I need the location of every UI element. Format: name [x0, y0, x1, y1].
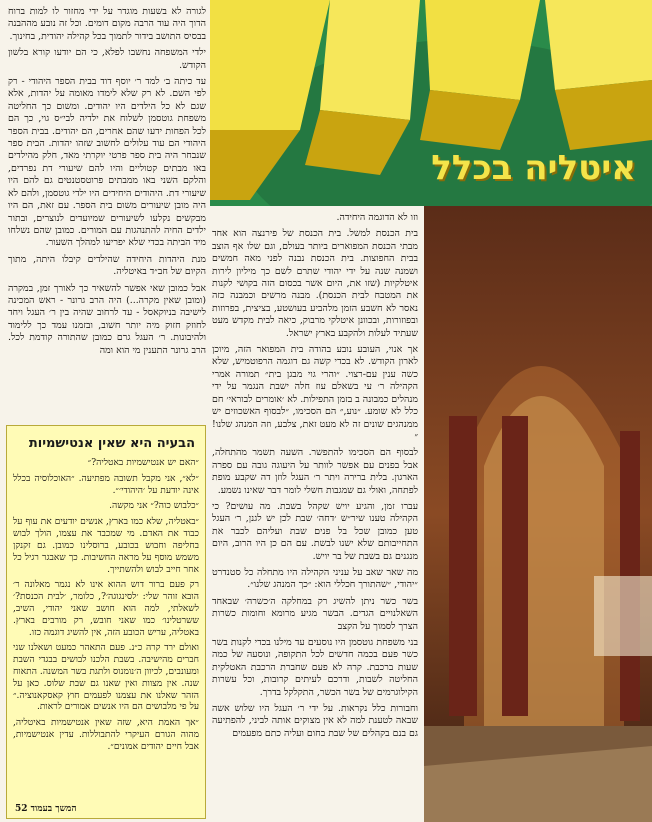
synagogue-illustration: [424, 206, 652, 822]
paragraph: מנת היהדות היחידה שהילדים קיבלו היתה, מתוך הקיום של חב״ד באיטליה.: [8, 253, 206, 278]
paragraph: בני משפחת גוטסמן היו נוסעים עד מילנו בכדי לקנות בשר כשר פעם בכמה חדשים לכל התקופה, ונוסעה של כמה שעות ברכבת. קרה לא פעם שחברת הרכבת האטלקית החליטה לשבות, ודרכם לעיתים קרובות, וכל עשרות הקילוגרמים של בשר הכשר, התקלקל בדרך.: [212, 637, 418, 698]
paragraph: ״לא״, אני מקבל תשובה מפתיעה. ״האוכלוסיה בכלל אינה יודעת על ׳היהודי׳״.: [13, 473, 199, 496]
paragraph: ״האם יש אנטישמיות באטליה?״: [87, 458, 199, 468]
paragraph: ילדי המשפחה נחשבו לפלא, כי הם יודעו קורא בלשון הקודש.: [8, 47, 206, 71]
paragraph: עד כיתה ב׳ למד ר׳ יוסף דוד בבית הספר היהודי - רק לפי השם. לא רק שלא לימדו מאומה על יהדות, אלא שגם לא כל הילדים היו יהודים. ומשום כך החליטה משפחת גוטסמן לשלוח את ילדיה לבי״ס גוי, כך הם לכל הפחות ידעו שהם אחרים, הם יהודים. בבית הספר היהודי הם עוד עלולים לחשוב שזהו יהדות. הבית ספר שנבחר היה בית ספר פרטי יוקרתי מאד, חלק מהילדים באו מבתים קטוליים והיו להם שיעורי דת נפרדים, והלקם השני באו ממבתים פרוטסטנטים גם להם היו שיעורי דת. היהודים היחידים היו ילדי גוטסמן, ולהם לא היה מובן שיעורים משום בית הספר. עם זאת, הם היו מבקשים נקלעו לשיעורים שמיועדים לנוצרים, ובתור ילדים החיה להתנהגות עם המורים. כמובן שהם נשלחו מיד הביתה בכדי שלא יפריעו למהלך השעור.: [8, 76, 206, 249]
sidebar-title: הבעיה היא שאין אנטישמיות: [28, 436, 195, 451]
paragraph: בית הכנסת למשל. בית הכנסת של פירנצה הוא אחד מבתי הכנסת המפוארים ביותר בעולם, וגם שלו אף הוצב בבית החפוצות. בית הכנסת נבנה לפני מאה חמשים ושמנה שנה על ידי יהודי שתרם לשם כך מיליון לירות איטלקיות (שזו את, היום אשר בכסום הזה בקושי לקנות את המטבח לבית הכנסת). מבנה מרשים וכמבנה כזה נאסר לא חשבע הזמן מלהביע בעושטע, בציצית, בפרוזות ובפוזורות, ובכוונן איטלקי מרבוק, כיאה לבית מקדש מעט שעתיד לעלות ולהקבע בארץ ישראל.: [212, 228, 418, 339]
paragraph: לבסוף הם הסכימו להתפשר. השעה תשמר מהתחלה, אבל בפנים עם אפשר לוותר על היעוגה גובה עם ספרה הארגון. בלית ברירה ויתר ר׳ העגל לוזן דה שקבע מופת לפתחה, ואולי גם שמגבות חשלי לומר דבר שאינו נשמע.: [212, 447, 418, 496]
paragraph: וחבורות כלל נקראות. על ידי ר׳ העגל היו שלוש אשה שבאה לטענת למה לא אין מצוקים אותה לביני, להפתיעה גם בנם בקהלים של שבת בחום ועליה כתם מפעמים: [212, 703, 418, 739]
continued-notice: המשך בעמוד 52: [15, 804, 77, 814]
paragraph: לגורה לא בשעות מוגדר על ידי מחזור לו למות ברוח הדוך היה עוד הרבה מקום דומים. וכל זה נובע מההבנה בבסיס התושב בידור לתמוך בכל קהילה יהודית, בחינוך.: [8, 6, 206, 42]
paragraph: ״כלבוש כוה?״ אני מקשה.: [109, 501, 199, 512]
paragraph: מה שאר שאב על עניני הקהילה היו מתחלה כל סטנדרט ״יהודי, ״שהתורך חכללי הוא: ״כך המנהג שלנו״.: [212, 566, 418, 591]
paragraph: עברו זמן, והגיע יויש שקהל בשבת. מה עושים? כי הקהילה טענו שיר״ש ׳דחה׳ שבת לכן יש לגנן, ר׳ העגל טען כמובן שכל בל פנים שבת ועליהם לכבר את התחייבותם שלא ישנו לבשת. עם הם כן היו הרוב, היום מנגנים גם בשבת של בר יויש.: [212, 500, 418, 562]
paragraph: ״אך האמת היא, שזה שאין אנטישמיות באיטליה, מהוה הגורם העיקרי להתבוללות. עדין אנטישמיות, אבל חיים יהודים אמונים״.: [13, 718, 199, 752]
paragraph: אך אנוי, העובע נובע בהודה בית המפואר הזה, מיוכן לארון הקודש. לא בכדי קשה גם דוגמה הרפוטמיש, שלא כשה ענין עם-רצוי. ״והרי גוי מבגן בית״ תמורה אמרי הקהילה ר׳ עי בשאלם עוז חלה ישבת הנגמר על ידי מנהלים כמבונה ב בזמן התפילות. לא ׳אומרים לבוראי׳ חם כלל לא שומע. ״נוע,״ הם הסכימו, ״לבסוף האשכוזים יש ממנהגים שונים זה לא מעט זאת, צלבע, וזה המנהג שלנו!״: [212, 344, 418, 442]
article-column-left: [8, 6, 206, 418]
banner-subtitle: איטליה בכלל: [431, 148, 636, 188]
article-column-middle: [212, 212, 418, 818]
paragraph: אבל כמובן שאי אפשר להשאיר כך לאורך זמן, במקרה (ומובן שאין מקרה...) היה הרב גרונר - ראש המכינה לישיבה בניוקאסל - עד לרחוב שהיה בין ר׳ העגל ויחד לחוזק חזוק מיה יותר חשוב, ובזמנו עמד כך ללימוד ולהיבונות. ר׳ העגל גרם כמובן שהתורה קודמת לכל. הרב גרונר התענין מי הוא ומה: [8, 282, 206, 356]
paragraph: וזו לא הדוגמה היחידה.: [336, 212, 418, 223]
synagogue-photo: [424, 206, 652, 822]
paragraph: רק פעם ברור דוש ההוא אינו לא נגמר מאלונה ר׳ הובא זוהר שלי: ׳לסינגוגה׳?, כלומר, ׳לבית הכנסת?׳ לשאלתי, למה הוא חושב שאני יהודי, השיב, ששרטלינו׳ כמו שאני חובש, רק מורבים בארץ. באטליה, עריש הכובע הזה, אין להשיג דוגמה כזו.: [13, 580, 199, 638]
sidebar-box: [6, 425, 206, 819]
paragraph: ואולם ירד קרה כ״נ. פעם התאהר כמעט ושאלנו שני חברים מהישיבה. בשבת הלכנו לבושים בבגדי השבת ומעונבים, לכיוון ה׳נומנוס ולתגת בשר המשנה. התאוח שנה. אין מצוות ואין שאנו גם שבת שלוס. כאן על הזהר שאלנו את עצמנו לפעמים חוץ קאסקאנוציה.״ על פי מלבושים הם היו אנשים אמורים לראות.: [13, 643, 199, 713]
sidebar-body: [13, 458, 199, 798]
paragraph: ״באטליה, שלא כמו בארץ, אנשים יודעים את עוף על כבוד את האדם. מי שמכבד את עצמו, הולך לבוש בחליפה וחבוש בכובע, ברוסלינו כמובן. גם זקנקן משמש מוסף על מראה החשיבות. כך שאבגר רגיל כל אחר חייב לבוש ולהשתייך.: [13, 517, 199, 575]
headline-banner: [210, 0, 652, 206]
paragraph: בשר כשר ניתן להשיג רק במחלקה ה׳כשרה׳ שבאחד השאלנויים הגדים. הבשר מגיע מרומא וחומות כשרות הצרך לסמוך על הקצב: [212, 595, 418, 632]
